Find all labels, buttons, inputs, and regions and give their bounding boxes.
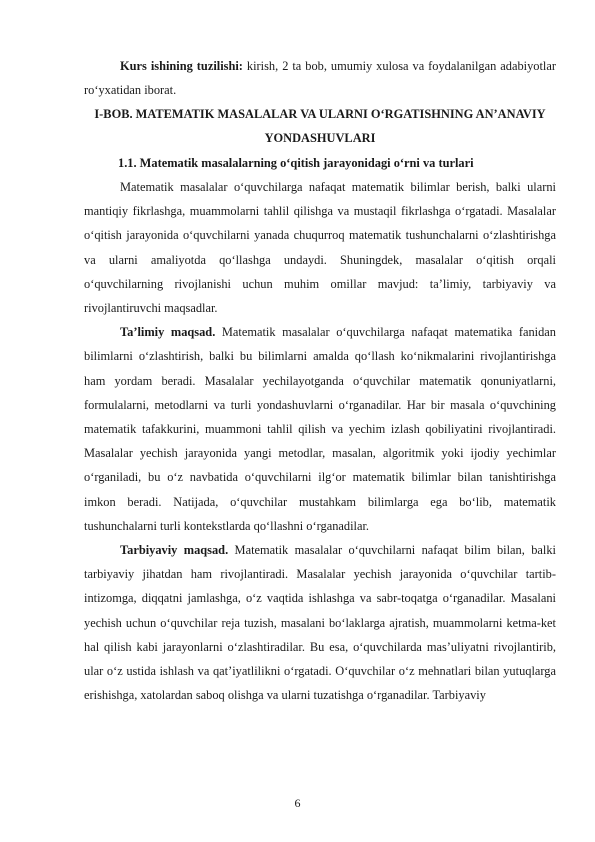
paragraph-2 — [84, 320, 556, 538]
chapter-block — [84, 102, 556, 150]
paragraph-1: Matematik masalalar o‘quvchilarga nafaqat matematik bilimlar berish, balki ularni mantiqiy fikrlashga, muammolarni tahlil qilishga va mustaqil fikrlashga o‘rgatadi. Masalalar o‘qitish jarayonida o‘quvchilarni yanada chuqurroq matematik tushunchalarni o‘zlashtirishga va ularni amaliyotda qo‘llashga undaydi. Shuningdek, masalalar o‘qitish orqali o‘quvchilarning rivojlanishi uchun muhim omillar mavjud: ta’limiy, tarbiyaviy va rivojlantiruvchi maqsadlar. — [84, 180, 556, 316]
page-number: 6 — [294, 796, 301, 810]
section-block — [84, 151, 556, 175]
intro-text: kirish, 2 ta bob, umumiy xulosa va foydalanilgan adabiyotlar ro‘yxatidan iborat. — [84, 59, 556, 98]
intro-block — [84, 54, 556, 102]
paragraph-3-lead: Tarbiyaviy maqsad. — [120, 543, 229, 558]
paragraph-3-text: Matematik masalalar o‘quvchilarni nafaqat bilim bilan, balki tarbiyaviy jihatdan ham rivojlantiradi. Masalalar yechish jarayonida o‘quvchilar tartib-intizomga, diqqatni jamlashga, o‘z vaqtida ishlashga va sabr-toqatga o‘rganadilar. Masalani yechish uchun o‘quvchilar reja tuzish, masalani bo‘laklarga ajratish, muammolarni ketma-ket hal qilish kabi jarayonlarni o‘zlashtiradilar. Bu esa, o‘quvchilarda mas’uliyatni rivojlantirib, ular o‘z ustida ishlash va qat’iyatlilikni o‘rgatadi. O‘quvchilar o‘z mehnatlari bilan yutuqlarga erishishga, xatolardan saboq olishga va ularni tuzatishga o‘rganadilar. Tarbiyaviy — [84, 543, 556, 703]
chapter-title: I-BOB. MATEMATIK MASALALAR VA ULARNI O‘RGATISHNING AN’ANAVIY YONDASHUVLARI — [94, 107, 546, 146]
intro-lead: Kurs ishining tuzilishi: — [120, 59, 243, 73]
section-title: 1.1. Matematik masalalarning o‘qitish jarayonidagi o‘rni va turlari — [118, 156, 474, 170]
main-text — [84, 175, 556, 707]
intro-paragraph — [84, 54, 556, 102]
paragraph-2-lead: Ta’limiy maqsad. — [120, 325, 216, 340]
paragraph-3 — [84, 538, 556, 707]
paragraph-2-text: Matematik masalalar o‘quvchilarga nafaqat matematika fanidan bilimlarni o‘zlashtirish, balki bu bilimlarni amalda qo‘llash ko‘nikmalarini rivojlantirishga ham yordam beradi. Masalalar yechilayotganda o‘quvchilar matematik qonuniyatlarni, formulalarni, metodlarni va turli yondashuvlarni o‘rganadilar. Har bir masala o‘quvchining matematik tafakkurini, muammoni tahlil qilish va yechim izlash qobiliyatini rivojlantiradi. Masalalar yechish jarayonida yangi metodlar, masalan, algoritmik yoki ijodiy yechimlar o‘rganiladi, bu o‘z navbatida o‘quvchilarni ilg‘or matematik bilimlar bilan tanishtirishga imkon beradi. Natijada, o‘quvchilar mustahkam bilimlarga ega bo‘lib, matematik tushunchalarni turli kontekstlarda qo‘llashni o‘rganadilar. — [84, 325, 556, 533]
